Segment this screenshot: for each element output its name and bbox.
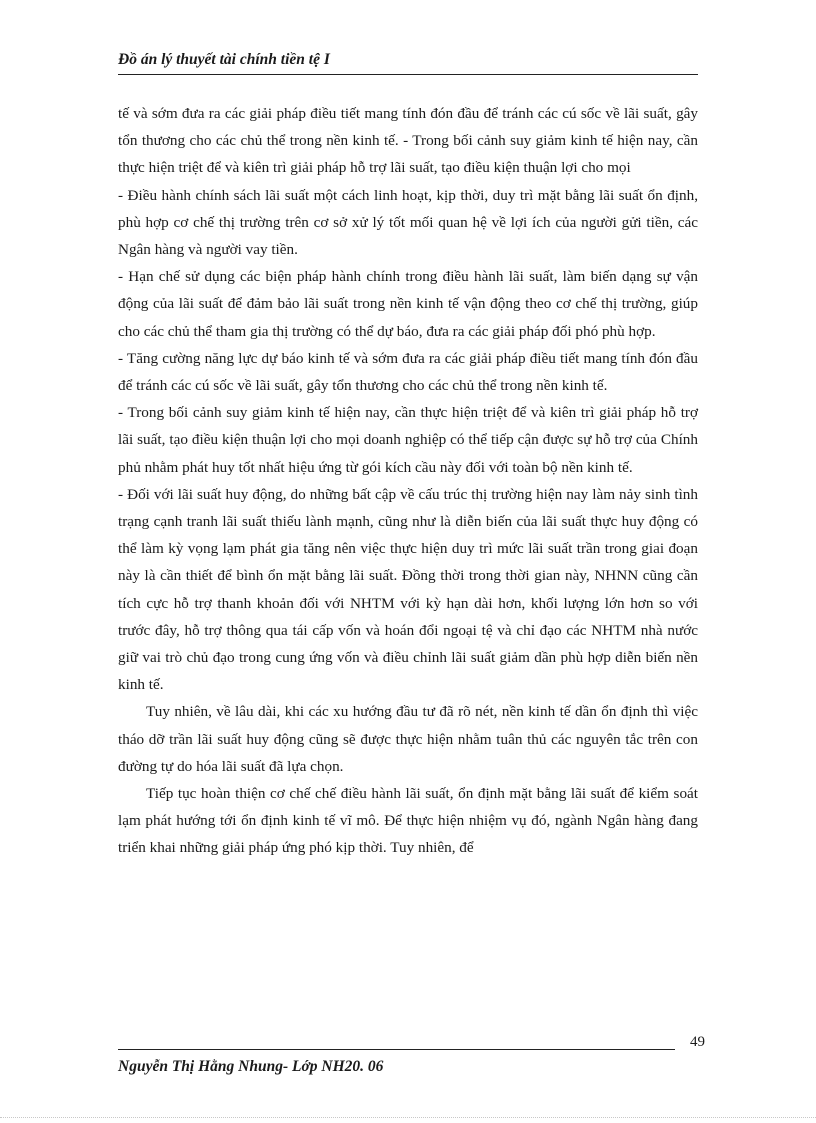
footer-author: Nguyễn Thị Hằng Nhung- Lớp NH20. 06 bbox=[118, 1058, 384, 1075]
page-edge-divider bbox=[0, 1117, 816, 1118]
paragraph-3: - Hạn chế sử dụng các biện pháp hành chính trong điều hành lãi suất, làm biến dạng sự vận động của lãi suất để đảm bảo lãi suất trong nền kinh tế vận động theo cơ chế thị trường, giúp cho các chủ thể tham gia thị trường có thể dự báo, đưa ra các giải pháp đối phó phù hợp. bbox=[118, 268, 698, 340]
footer-rule bbox=[118, 1049, 675, 1050]
paragraph-1: tế và sớm đưa ra các giải pháp điều tiết mang tính đón đầu để tránh các cú sốc về lãi suất, gây tổn thương cho các chủ thể trong nền kinh tế. - Trong bối cảnh suy giảm kinh tế hiện nay, cần thực hiện triệt để và kiên trì giải pháp hỗ trợ lãi suất, tạo điều kiện thuận lợi cho mọi bbox=[118, 105, 698, 177]
paragraph-7: Tuy nhiên, về lâu dài, khi các xu hướng đầu tư đã rõ nét, nền kinh tế dần ổn định thì việc tháo dỡ trần lãi suất huy động cũng sẽ được thực hiện nhằm tuân thủ các nguyên tắc trên con đường tự do hóa lãi suất đã lựa chọn. bbox=[118, 703, 698, 775]
paragraph-2: - Điều hành chính sách lãi suất một cách linh hoạt, kịp thời, duy trì mặt bằng lãi suất ổn định, phù hợp cơ chế thị trường trên cơ sở xử lý tốt mối quan hệ về lợi ích của người gửi tiền, các Ngân hàng và người vay tiền. bbox=[118, 186, 698, 259]
page-number: 49 bbox=[690, 1034, 705, 1050]
paragraph-8: Tiếp tục hoàn thiện cơ chế chế điều hành lãi suất, ổn định mặt bằng lãi suất để kiểm soát lạm phát hướng tới ổn định kinh tế vĩ mô. Để thực hiện nhiệm vụ đó, ngành Ngân hàng đang triển khai những giải pháp ứng phó kịp thời. Tuy nhiên, để bbox=[118, 785, 698, 857]
paragraph-4: - Tăng cường năng lực dự báo kinh tế và sớm đưa ra các giải pháp điều tiết mang tính đón đầu để tránh các cú sốc về lãi suất, gây tổn thương cho các chủ thể trong nền kinh tế. bbox=[118, 349, 698, 395]
paragraph-5: - Trong bối cảnh suy giảm kinh tế hiện nay, cần thực hiện triệt để và kiên trì giải pháp hỗ trợ lãi suất, tạo điều kiện thuận lợi cho mọi doanh nghiệp có thể tiếp cận được sự hỗ trợ của Chính phủ nhằm phát huy tốt nhất hiệu ứng từ gói kích cầu này đối với toàn bộ nền kinh tế. bbox=[118, 404, 698, 476]
document-title: Đồ án lý thuyết tài chính tiền tệ I bbox=[118, 51, 330, 68]
paragraph-6: - Đối với lãi suất huy động, do những bất cập về cấu trúc thị trường hiện nay làm nảy sinh tình trạng cạnh tranh lãi suất thiếu lành mạnh, cũng như là diễn biến của lãi suất thực huy động có thể làm kỳ vọng lạm phát gia tăng nên việc thực hiện duy trì mức lãi suất trần trong giai đoạn này là cần thiết để bình ổn mặt bằng lãi suất. Đồng thời trong thời gian này, NHNN cũng cần tích cực hỗ trợ thanh khoản đối với NHTM với kỳ hạn dài hơn, khối lượng lớn hơn so với trước đây, hỗ trợ thông qua tái cấp vốn và hoán đổi ngoại tệ và chỉ đạo các NHTM nhà nước giữ vai trò chủ đạo trong cung ứng vốn và điều chỉnh lãi suất giảm dần phù hợp diễn biến nền kinh tế. bbox=[118, 485, 698, 694]
page-header bbox=[118, 50, 698, 75]
page-body bbox=[118, 100, 698, 862]
